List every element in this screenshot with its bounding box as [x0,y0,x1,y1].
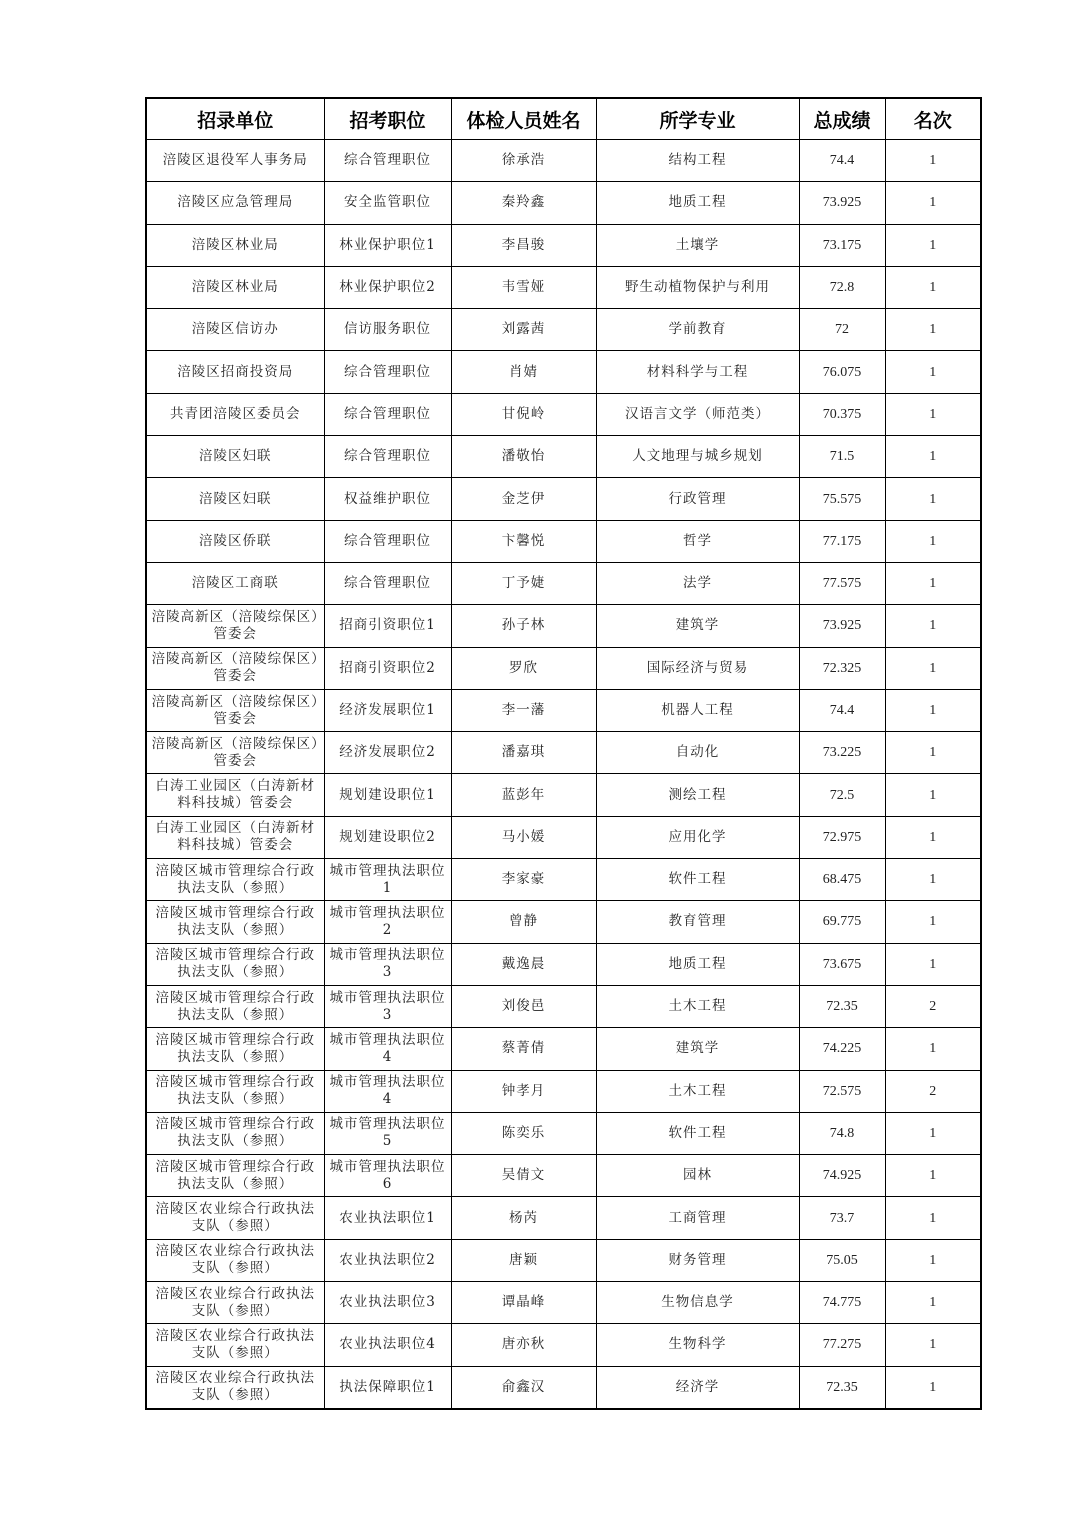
cell-unit: 涪陵区妇联 [146,478,324,520]
header-unit: 招录单位 [146,98,324,140]
cell-total-score: 72.35 [799,1366,885,1409]
cell-unit: 涪陵区信访办 [146,309,324,351]
table-row [146,1070,981,1112]
cell-unit: 涪陵高新区（涪陵综保区）管委会 [146,647,324,689]
cell-total-score: 73.175 [799,224,885,266]
cell-unit: 涪陵区工商联 [146,562,324,604]
cell-candidate-name: 唐颖 [451,1239,596,1281]
cell-rank: 1 [885,393,981,435]
cell-position: 招商引资职位2 [324,647,451,689]
cell-total-score: 74.4 [799,140,885,182]
cell-major: 软件工程 [596,859,799,901]
cell-total-score: 73.225 [799,732,885,774]
cell-major: 人文地理与城乡规划 [596,436,799,478]
cell-candidate-name: 李家豪 [451,859,596,901]
cell-position: 综合管理职位 [324,520,451,562]
table-row [146,182,981,224]
cell-total-score: 71.5 [799,436,885,478]
table-row [146,309,981,351]
table-row [146,1112,981,1154]
cell-candidate-name: 李昌骏 [451,224,596,266]
cell-candidate-name: 卞馨悦 [451,520,596,562]
cell-major: 财务管理 [596,1239,799,1281]
table-body [146,140,981,1409]
cell-total-score: 72.5 [799,774,885,816]
cell-position: 规划建设职位1 [324,774,451,816]
cell-candidate-name: 李一藩 [451,689,596,731]
cell-candidate-name: 蔡菁倩 [451,1028,596,1070]
cell-position: 综合管理职位 [324,436,451,478]
cell-total-score: 72.35 [799,985,885,1027]
table-row [146,562,981,604]
table-row [146,1366,981,1409]
cell-unit: 涪陵区城市管理综合行政执法支队（参照） [146,1070,324,1112]
header-row [146,98,981,140]
cell-candidate-name: 钟孝月 [451,1070,596,1112]
cell-candidate-name: 吴倩文 [451,1155,596,1197]
cell-position: 林业保护职位2 [324,266,451,308]
cell-rank: 1 [885,1155,981,1197]
cell-total-score: 75.05 [799,1239,885,1281]
header-major: 所学专业 [596,98,799,140]
table-row [146,943,981,985]
cell-unit: 涪陵区农业综合行政执法支队（参照） [146,1366,324,1409]
cell-unit: 涪陵高新区（涪陵综保区）管委会 [146,605,324,647]
cell-rank: 1 [885,562,981,604]
table-row [146,647,981,689]
table-row [146,224,981,266]
cell-rank: 1 [885,1239,981,1281]
cell-total-score: 70.375 [799,393,885,435]
cell-candidate-name: 潘敬怡 [451,436,596,478]
cell-total-score: 72.975 [799,816,885,858]
cell-candidate-name: 刘露茜 [451,309,596,351]
cell-rank: 1 [885,224,981,266]
cell-rank: 1 [885,1028,981,1070]
cell-total-score: 74.925 [799,1155,885,1197]
cell-unit: 白涛工业园区（白涛新材料科技城）管委会 [146,816,324,858]
cell-position: 综合管理职位 [324,393,451,435]
cell-position: 综合管理职位 [324,140,451,182]
table-row [146,816,981,858]
cell-major: 材料科学与工程 [596,351,799,393]
table-row [146,266,981,308]
cell-position: 城市管理执法职位3 [324,985,451,1027]
cell-major: 软件工程 [596,1112,799,1154]
cell-unit: 涪陵区农业综合行政执法支队（参照） [146,1239,324,1281]
cell-rank: 1 [885,436,981,478]
cell-major: 地质工程 [596,943,799,985]
cell-major: 自动化 [596,732,799,774]
cell-rank: 1 [885,520,981,562]
cell-major: 建筑学 [596,1028,799,1070]
cell-major: 行政管理 [596,478,799,520]
cell-total-score: 75.575 [799,478,885,520]
cell-rank: 1 [885,605,981,647]
cell-position: 安全监管职位 [324,182,451,224]
cell-major: 国际经济与贸易 [596,647,799,689]
header-rank: 名次 [885,98,981,140]
table-row [146,605,981,647]
table-row [146,901,981,943]
cell-total-score: 73.925 [799,182,885,224]
cell-unit: 白涛工业园区（白涛新材料科技城）管委会 [146,774,324,816]
cell-position: 招商引资职位1 [324,605,451,647]
cell-unit: 涪陵区城市管理综合行政执法支队（参照） [146,985,324,1027]
cell-unit: 涪陵区应急管理局 [146,182,324,224]
cell-candidate-name: 蓝彭年 [451,774,596,816]
cell-position: 城市管理执法职位6 [324,1155,451,1197]
cell-candidate-name: 俞鑫汉 [451,1366,596,1409]
cell-total-score: 68.475 [799,859,885,901]
cell-total-score: 74.8 [799,1112,885,1154]
cell-rank: 1 [885,182,981,224]
cell-candidate-name: 谭晶峰 [451,1282,596,1324]
cell-rank: 1 [885,943,981,985]
cell-unit: 涪陵高新区（涪陵综保区）管委会 [146,689,324,731]
cell-position: 城市管理执法职位4 [324,1070,451,1112]
cell-rank: 1 [885,859,981,901]
cell-candidate-name: 孙子林 [451,605,596,647]
cell-rank: 1 [885,689,981,731]
table-row [146,985,981,1027]
cell-total-score: 76.075 [799,351,885,393]
table-row [146,1324,981,1366]
cell-unit: 涪陵区林业局 [146,224,324,266]
cell-position: 规划建设职位2 [324,816,451,858]
cell-major: 生物信息学 [596,1282,799,1324]
cell-candidate-name: 潘嘉琪 [451,732,596,774]
cell-candidate-name: 罗欣 [451,647,596,689]
cell-unit: 涪陵区农业综合行政执法支队（参照） [146,1324,324,1366]
cell-total-score: 72.8 [799,266,885,308]
cell-rank: 1 [885,478,981,520]
cell-unit: 涪陵区城市管理综合行政执法支队（参照） [146,943,324,985]
cell-candidate-name: 刘俊邑 [451,985,596,1027]
cell-total-score: 73.675 [799,943,885,985]
header-candidate-name: 体检人员姓名 [451,98,596,140]
cell-major: 土木工程 [596,1070,799,1112]
cell-major: 汉语言文学（师范类） [596,393,799,435]
cell-major: 工商管理 [596,1197,799,1239]
cell-rank: 1 [885,140,981,182]
cell-position: 权益维护职位 [324,478,451,520]
cell-position: 农业执法职位4 [324,1324,451,1366]
cell-unit: 涪陵区退役军人事务局 [146,140,324,182]
cell-rank: 1 [885,647,981,689]
cell-unit: 涪陵区城市管理综合行政执法支队（参照） [146,1028,324,1070]
cell-major: 土壤学 [596,224,799,266]
cell-major: 生物科学 [596,1324,799,1366]
table-row [146,1155,981,1197]
cell-major: 哲学 [596,520,799,562]
cell-total-score: 72 [799,309,885,351]
cell-major: 教育管理 [596,901,799,943]
cell-unit: 涪陵区妇联 [146,436,324,478]
table-row [146,1028,981,1070]
cell-rank: 1 [885,901,981,943]
cell-unit: 涪陵区侨联 [146,520,324,562]
cell-total-score: 77.275 [799,1324,885,1366]
cell-candidate-name: 陈奕乐 [451,1112,596,1154]
cell-major: 法学 [596,562,799,604]
cell-total-score: 77.575 [799,562,885,604]
cell-rank: 1 [885,1197,981,1239]
cell-total-score: 72.575 [799,1070,885,1112]
header-total-score: 总成绩 [799,98,885,140]
cell-candidate-name: 杨芮 [451,1197,596,1239]
table-row [146,520,981,562]
cell-unit: 涪陵区城市管理综合行政执法支队（参照） [146,1112,324,1154]
cell-candidate-name: 唐亦秋 [451,1324,596,1366]
table-row [146,859,981,901]
cell-rank: 1 [885,309,981,351]
cell-position: 林业保护职位1 [324,224,451,266]
cell-major: 园林 [596,1155,799,1197]
cell-unit: 涪陵区农业综合行政执法支队（参照） [146,1197,324,1239]
cell-candidate-name: 徐承浩 [451,140,596,182]
cell-major: 土木工程 [596,985,799,1027]
cell-unit: 涪陵区城市管理综合行政执法支队（参照） [146,859,324,901]
cell-candidate-name: 金芝伊 [451,478,596,520]
cell-total-score: 69.775 [799,901,885,943]
cell-position: 城市管理执法职位2 [324,901,451,943]
cell-rank: 1 [885,1282,981,1324]
cell-major: 测绘工程 [596,774,799,816]
cell-candidate-name: 秦羚鑫 [451,182,596,224]
cell-position: 城市管理执法职位1 [324,859,451,901]
cell-rank: 1 [885,774,981,816]
cell-candidate-name: 甘倪岭 [451,393,596,435]
cell-position: 信访服务职位 [324,309,451,351]
cell-position: 执法保障职位1 [324,1366,451,1409]
cell-position: 农业执法职位1 [324,1197,451,1239]
cell-major: 机器人工程 [596,689,799,731]
cell-rank: 2 [885,1070,981,1112]
cell-position: 经济发展职位2 [324,732,451,774]
table-row [146,1282,981,1324]
cell-position: 综合管理职位 [324,351,451,393]
cell-position: 城市管理执法职位3 [324,943,451,985]
cell-total-score: 73.7 [799,1197,885,1239]
table-row [146,732,981,774]
table-row [146,689,981,731]
cell-position: 城市管理执法职位5 [324,1112,451,1154]
cell-rank: 1 [885,1324,981,1366]
cell-unit: 共青团涪陵区委员会 [146,393,324,435]
cell-major: 学前教育 [596,309,799,351]
cell-rank: 1 [885,816,981,858]
table-row [146,351,981,393]
results-table [145,97,982,1410]
cell-unit: 涪陵区招商投资局 [146,351,324,393]
cell-unit: 涪陵区城市管理综合行政执法支队（参照） [146,901,324,943]
cell-unit: 涪陵区城市管理综合行政执法支队（参照） [146,1155,324,1197]
table-row [146,436,981,478]
table-row [146,774,981,816]
cell-total-score: 72.325 [799,647,885,689]
cell-unit: 涪陵高新区（涪陵综保区）管委会 [146,732,324,774]
cell-candidate-name: 马小媛 [451,816,596,858]
table-header [146,98,981,140]
cell-unit: 涪陵区农业综合行政执法支队（参照） [146,1282,324,1324]
table-row [146,478,981,520]
results-table-container [145,97,980,1410]
cell-rank: 1 [885,351,981,393]
cell-total-score: 73.925 [799,605,885,647]
cell-major: 经济学 [596,1366,799,1409]
cell-total-score: 77.175 [799,520,885,562]
table-row [146,140,981,182]
cell-position: 农业执法职位2 [324,1239,451,1281]
cell-candidate-name: 戴逸晨 [451,943,596,985]
cell-rank: 1 [885,732,981,774]
cell-major: 结构工程 [596,140,799,182]
cell-candidate-name: 丁予婕 [451,562,596,604]
cell-rank: 2 [885,985,981,1027]
table-row [146,393,981,435]
cell-total-score: 74.775 [799,1282,885,1324]
cell-unit: 涪陵区林业局 [146,266,324,308]
cell-major: 野生动植物保护与利用 [596,266,799,308]
cell-position: 综合管理职位 [324,562,451,604]
cell-major: 建筑学 [596,605,799,647]
cell-total-score: 74.225 [799,1028,885,1070]
cell-major: 地质工程 [596,182,799,224]
cell-rank: 1 [885,266,981,308]
cell-rank: 1 [885,1112,981,1154]
table-row [146,1239,981,1281]
cell-rank: 1 [885,1366,981,1409]
cell-total-score: 74.4 [799,689,885,731]
cell-candidate-name: 韦雪娅 [451,266,596,308]
header-position: 招考职位 [324,98,451,140]
cell-position: 经济发展职位1 [324,689,451,731]
cell-major: 应用化学 [596,816,799,858]
table-row [146,1197,981,1239]
cell-position: 农业执法职位3 [324,1282,451,1324]
cell-position: 城市管理执法职位4 [324,1028,451,1070]
cell-candidate-name: 肖婧 [451,351,596,393]
cell-candidate-name: 曾静 [451,901,596,943]
